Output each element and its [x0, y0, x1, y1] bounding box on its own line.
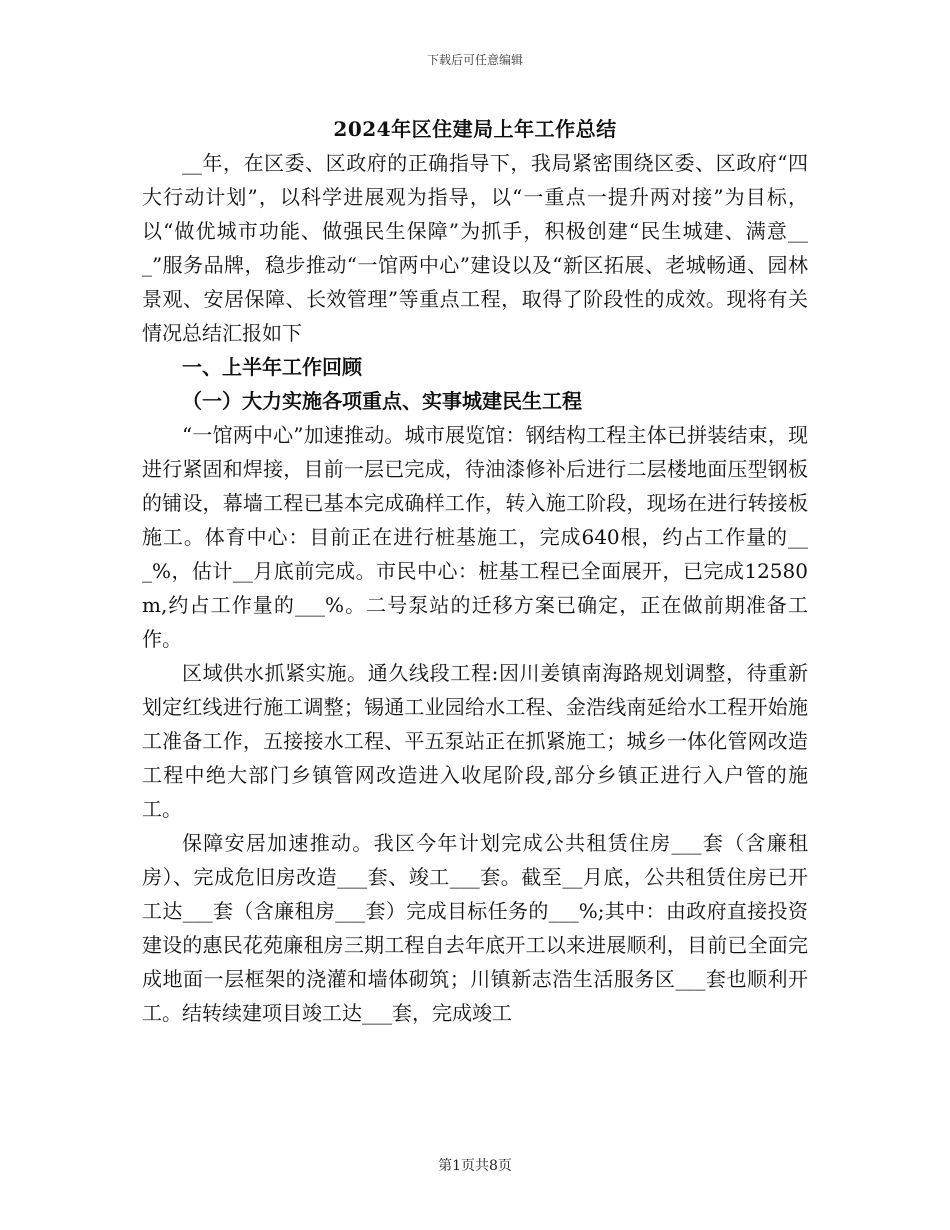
page-footer-number: 第1页共8页	[438, 1158, 512, 1174]
intro-paragraph: __年，在区委、区政府的正确指导下，我局紧密围绕区委、区政府“四大行动计划”，以科学进展观为指导，以“一重点一提升两对接”为目标，以“做优城市功能、做强民生保障”为抓手，积极创建“民生城建、满意___”服务品牌，稳步推动“一馆两中心”建设以及“新区拓展、老城畅通、园林景观、安居保障、长效管理”等重点工程，取得了阶段性的成效。现将有关情况总结汇报如下	[142, 151, 808, 345]
page-header-note: 下载后可任意编辑	[426, 53, 523, 67]
section-heading-review: 一、上半年工作回顾	[182, 355, 362, 379]
paragraph-venue-centers: “一馆两中心”加速推动。城市展览馆：钢结构工程主体已拼装结束，现进行紧固和焊接，目前一层已完成，待油漆修补后进行二层楼地面压型钢板的铺设，幕墙工程已基本完成确样工作，转入施工阶段，现场在进行转接板施工。体育中心：目前正在进行桩基施工，完成640根，约占工作量的___%，估计__月底前完成。市民中心：桩基工程已全面展开，已完成12580m,约占工作量的___%。二号泵站的迁移方案已确定，正在做前期准备工作。	[142, 423, 808, 651]
paragraph-water-supply: 区域供水抓紧实施。通久线段工程:因川姜镇南海路规划调整，待重新划定红线进行施工调整；锡通工业园给水工程、金浩线南延给水工程开始施工准备工作，五接接水工程、平五泵站正在抓紧施工；城乡一体化管网改造工程中绝大部门乡镇管网改造进入收尾阶段,部分乡镇正进行入户管的施工。	[142, 661, 808, 821]
document-title: 2024年区住建局上年工作总结	[333, 117, 617, 141]
subsection-heading-projects: （一）大力实施各项重点、实事城建民生工程	[182, 389, 582, 413]
document-body	[142, 146, 808, 1030]
paragraph-housing: 保障安居加速推动。我区今年计划完成公共租赁住房___套（含廉租房）、完成危旧房改造___套、竣工___套。截至__月底，公共租赁住房已开工达___套（含廉租房___套）完成目标任务的___%;其中：由政府直接投资建设的惠民花苑廉租房三期工程自去年底开工以来进展顺利，目前已全面完成地面一层框架的浇灌和墙体砌筑；川镇新志浩生活服务区___套也顺利开工。结转续建项目竣工达___套，完成竣工	[142, 831, 808, 1025]
